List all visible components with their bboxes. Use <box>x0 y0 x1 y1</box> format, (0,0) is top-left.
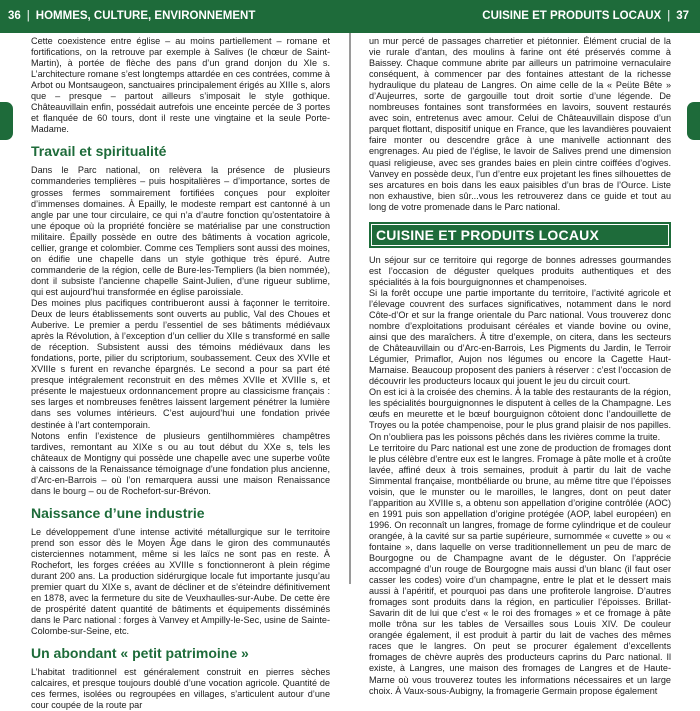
book-gutter <box>349 33 351 584</box>
left-thumb-tab <box>0 102 13 140</box>
paragraph-cuisine-2: Si la forêt occupe une partie importante du territoire, l’activité agricole et l’élevage couvrent des surfaces significatives, notamment dans le nord Côte-d’Or et sur la frange orientale du Parc national. Vous trouverez donc nombre d’exploitations produisant céréales et viande bovine ou ovine, ainsi que des maraîchers. À titre d’exemple, on citera, dans les secteurs de Châteauvillain ou d’Arc-en-Barrois, Les Pigments du Jardin, le Terroir Légumier, Primaflor, Aujon nos légumes ou encore la Cagette Haut-Marnaise. Beaucoup proposent des paniers à réserver : c’est l’occasion de découvrir les producteurs locaux qui jouent le jeu du circuit court. <box>369 287 671 387</box>
paragraph-travail-1: Dans le Parc national, on relèvera la présence de plusieurs commanderies templières – puis hospitalières – d’importance, sortes de grosses fermes sommairement fortifiées conçues pour exploiter d’immenses domaines. À Epailly, le modeste rempart est cantonné à un angle par une tour circulaire, ce qui n’a d’autre fonction qu’ostentatoire à une époque où la propriété foncière se matérialise par une construction militaire. Épailly possède en outre des bâtiments à vocation agricole, cellier, grange et colombier. Comme ces Templiers sont aussi des moines, on édifie une chapelle dans un style gothique très épuré. Autre commanderie de la région, celle de Bure-les-Templiers (la bien nommée), dont il subsiste l’ancienne chapelle Saint-Julien, d’une rigueur sublime, qui est aujourd’hui transformée en église paroissiale. <box>31 165 330 297</box>
paragraph-patrimoine-1: L’habitat traditionnel est généralement construit en pierres sèches calcaires, et presque toujours doublé d’une vocation agricole. Quantité de ces fermes, isolées ou regroupées en villages, s’articulent autour d’une cour coupée de la route par <box>31 667 330 711</box>
section-banner <box>369 222 671 248</box>
heading-travail: Travail et spiritualité <box>31 143 167 160</box>
right-header-title: CUISINE ET PRODUITS LOCAUX <box>482 10 662 22</box>
paragraph-travail-3: Notons enfin l’existence de plusieurs gentilhommières champêtres tardives, remontant au XIXe s ou au tout début du XXe s, tels les châteaux de Montigny qui possède une chapelle avec une superbe voûte à caissons de la Renaissance témoignage d’une fondation plus ancienne, d’Arc-en-Barrois – où l’on remarquera aussi une maison Renaissance dans le bourg – ou de Rochefort-sur-Brévon. <box>31 430 330 496</box>
heading-industrie: Naissance d’une industrie <box>31 504 205 521</box>
paragraph-cuisine-4: Le territoire du Parc national est une zone de production de fromages dont le plus célèbre d’entre eux est le langres. Fromage à pâte molle et à croûte lavée, affiné deux à trois semaines, produit à partir du lait de vache Simmental française, montbéliarde ou brune, au même titre que l’époisses voisin, que le munster ou le maroilles, le langres, dont on peut dater l’apparition au XVIIIe s, a obtenu son appellation d’origine contrôlée (AOC) en 1991 puis son appellation d’origine protégée (AOP, label européen) en 1996. On reconnaît un langres, fromage de forme cylindrique et de couleur orangée, à la cavité sur sa partie supérieure, surnommée « cuvette » ou « fontaine », dans laquelle on verse traditionnellement un peu de marc de Bourgogne ou de Champagne avant de le déguster. On l’apprécie accompagné d’un rouge de Bourgogne mais aussi d’un blanc (il faut oser casser les codes) voire d’un champagne, entre le plat et le dessert mais aussi à l’apéritif, et pourquoi pas dans une profiterole langroise. D’autres fromages sont produits dans la région, en particulier l’époisses. Brillat-Savarin dit de lui que c’est « le roi des fromages » et ce fromage à pâte molle trôna sur les tables de Versailles sous Louis XIV. De couleur orangée également, il est produit à partir du lait de vaches des mêmes races que le langres. On peut se procurer également d’excellents fromages de chèvre auprès des producteurs caprins du Parc national. Il existe, à Langres, une maison des fromages de Langres et de Haute-Marne où vous trouverez toutes les informations nécessaires et un large choix. À Vaux-sous-Aubigny, la fromagerie Germain propose également <box>369 442 671 696</box>
left-page-number: 36 <box>8 10 21 22</box>
paragraph-patrimoine-cont: un mur percé de passages charretier et piétonnier. Élément crucial de la vie rurale d’antan, des moulins à farine ont été préservés comme à Baissey. Chaque commune abrite par ailleurs un patrimoine vernaculaire conséquent, à commencer par des fontaines attestant de la richesse hydraulique du plateau de Langres. On aime celle de la « Peüte Bête » d’Aujeurres, sorte de gargouille tout droit sortie d’une légende. De nombreuses fontaines sont transformées en lavoirs, souvent restaurés avec soin, entretenus avec amour. Celui de Châteauvillain dispose d’un parquet flottant, dispositif unique en France, que les lavandières pouvaient faire monter ou descendre grâce à une manivelle actionnant des engrenages. Au pied de l’église, le lavoir de Salives prend une dimension quasi religieuse, avec ses grandes baies en plein cintre coiffées d’ogives. Vanvey en possède deux, l’un d’entre eux projetant les fines silhouettes de ses arcatures en bois dans les eaux paisibles d’un bras de l’Ource. Liste non exhaustive, bien sûr...vous les retrouverez dans ce guide et tout au long de votre promenade dans le Parc national. <box>369 36 671 212</box>
section-banner-title: CUISINE ET PRODUITS LOCAUX <box>371 224 669 246</box>
paragraph-cuisine-1: Un séjour sur ce territoire qui regorge de bonnes adresses gourmandes est l’occasion de déguster quelques produits authentiques et des spécialités à la fois bourguignonnes et champenoises. <box>369 254 671 287</box>
paragraph-industrie-1: Le développement d’une intense activité métallurgique sur le territoire prend son essor dès le Moyen Âge dans le giron des communautés cisterciennes notamment, même si les laïcs ne sont pas en reste. À Rochefort, les forges créées au XVIIIe s fonctionneront à plein régime durant 200 ans. La production sidérurgique locale fut importante jusqu’au premier quart du XIXe s, avant de décliner et de s’éteindre définitivement en 1878, avec la fermeture du site de Veuxhaulles-sur-Aube. De cette ère de prospérité datent quantité de bâtiments et équipements disséminés dans le Parc national : forges à Vanvey et Ampilly-le-Sec, usine de Sainte-Colombe-sur-Seine, etc. <box>31 526 330 637</box>
right-text-column <box>369 36 671 696</box>
right-thumb-tab <box>687 102 700 140</box>
left-header-title: HOMMES, CULTURE, ENVIRONNEMENT <box>35 10 256 22</box>
paragraph-intro: Cette coexistence entre église – au moins partiellement – romane et fortifications, on la retrouve par exemple à Salives (le chœur de Saint-Martin), à portée de flèche des pans d’un grand donjon du XIe s. L’architecture romane s’est longtemps attardée en ces contrées, comme à Arbot ou Montsaugeon, sanctuaires principalement érigés au XIIIe s, alors que – presque – partout ailleurs s’imposait le style gothique. Châteauvillain enfin, possédait autrefois une enceinte percée de 3 portes et flanquée de 60 tours, dont il reste une vingtaine et la seule Porte-Madame. <box>31 36 330 135</box>
right-running-header: CUISINE ET PRODUITS LOCAUX | 37 <box>482 10 689 22</box>
paragraph-cuisine-3: On est ici à la croisée des chemins. À la table des restaurants de la région, les spécialités bourguignonnes le disputent à celles de la Champagne. Les œufs en meurette et le bœuf bourguignon côtoient donc l’andouillette de Troyes ou la potée champenoise, pour le plus grand plaisir de nos papilles. On n’oubliera pas les poissons pêchés dans les rivières comme la truite. <box>369 387 671 442</box>
heading-patrimoine: Un abondant « petit patrimoine » <box>31 645 249 662</box>
left-running-header: 36 | HOMMES, CULTURE, ENVIRONNEMENT <box>8 10 256 22</box>
right-page-number: 37 <box>676 10 689 22</box>
paragraph-travail-2: Des moines plus pacifiques contribueront aussi à façonner le territoire. Deux de leurs établissements sont ouverts au public, Val des Choues et Auberive. Le premier a perdu l’essentiel de ses bâtiments médiévaux après la Révolution, à l’exception d’un cellier du XIIe s transformé en salle de réception. Subsistent aussi des témoins médiévaux dans les fondations, porte, pilier du scriptorium, soubassement. Ceux des XVIIe et XVIIIe s furent en revanche épargnés. Le second a pour sa part été presque intégralement reconstruit en des mêmes XVIIe et XVIIIe s, et présente le majestueux ordonnancement propre au classicisme français : ses larges et nombreuses fenêtres laissent largement pénétrer la lumière dans ses volumes intérieurs. C’est aujourd’hui une fondation privée destinée à l’art contemporain. <box>31 297 330 430</box>
left-text-column <box>31 36 330 711</box>
